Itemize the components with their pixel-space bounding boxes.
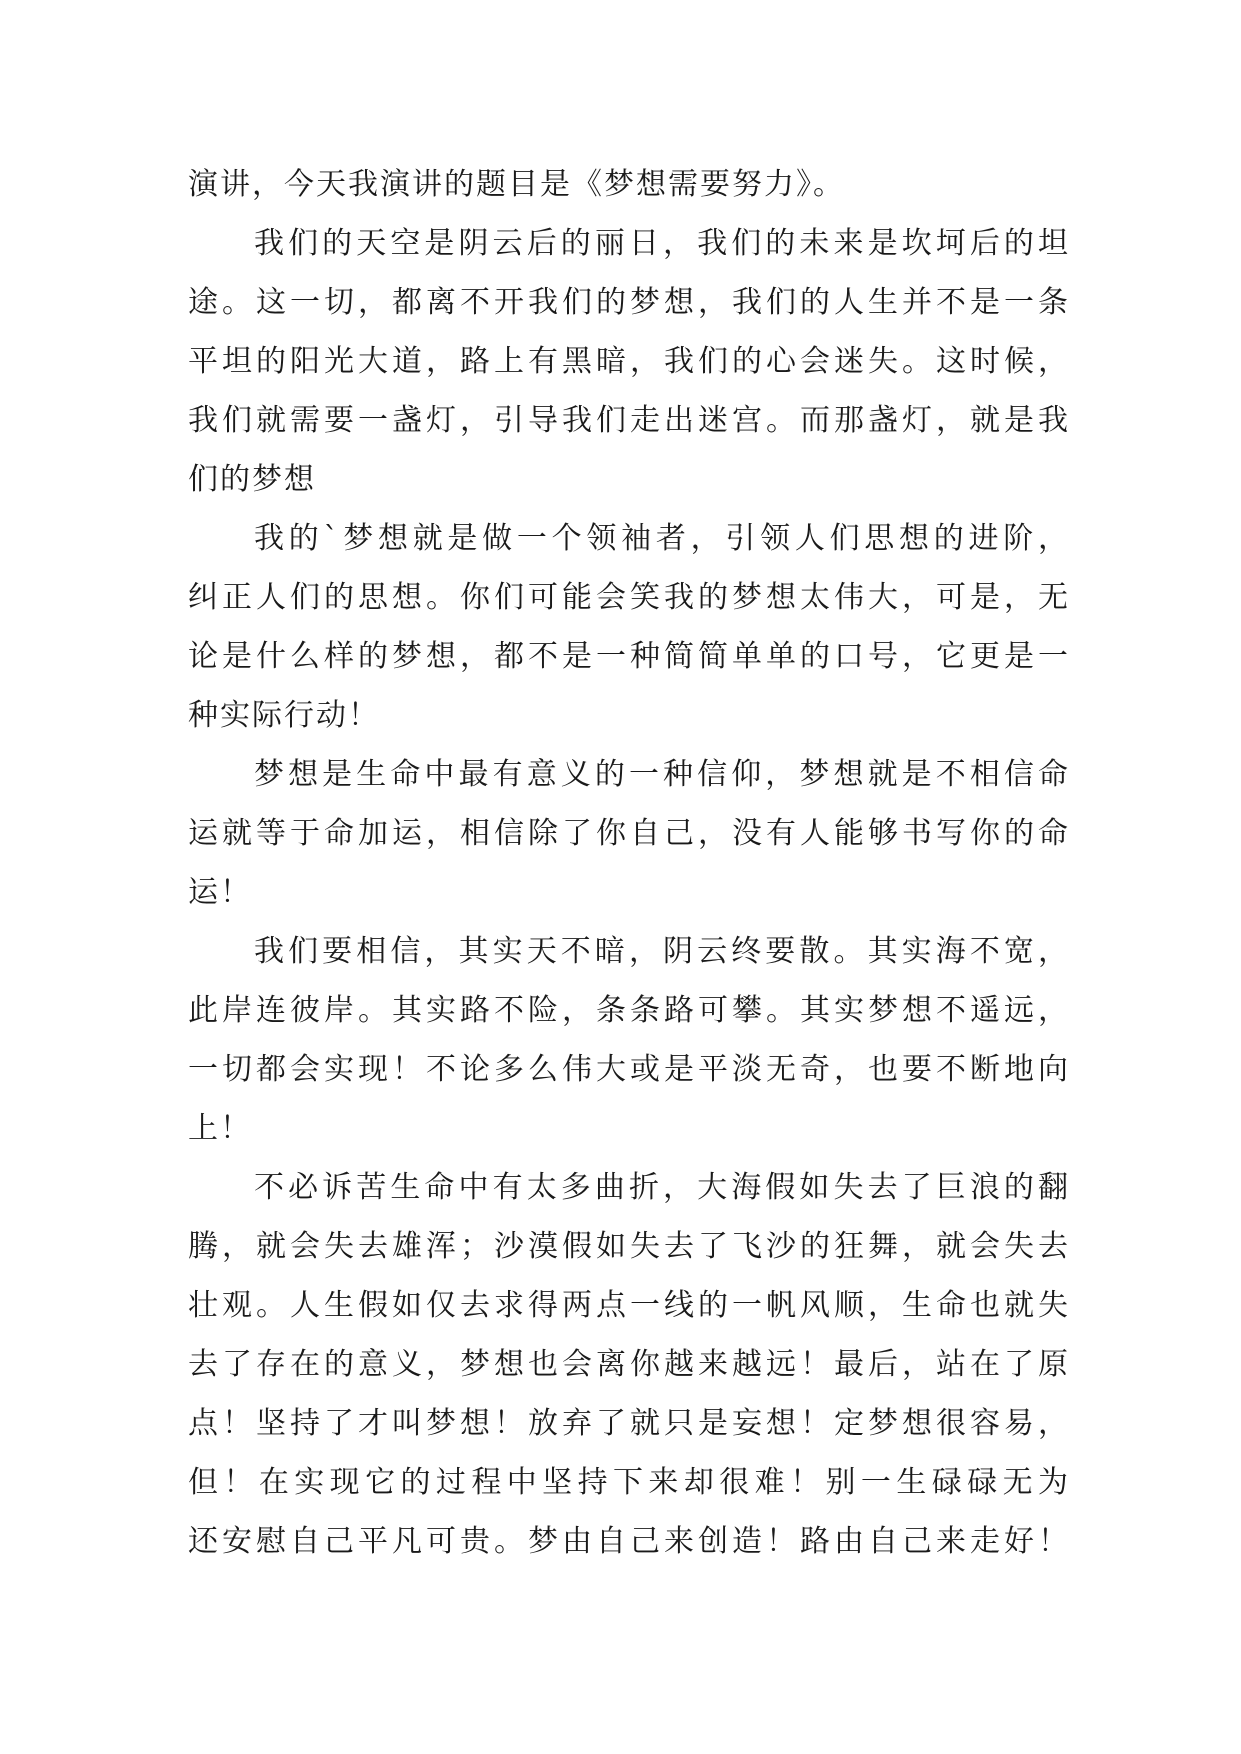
paragraph-first-line: 我们要相信，其实天不暗，阴云终要散。其实海不宽， xyxy=(254,934,1068,969)
paragraph-line: 纠正人们的思想。你们可能会笑我的梦想太伟大，可是，无 xyxy=(188,580,1068,615)
paragraph-line: 壮观。人生假如仅去求得两点一线的一帆风顺，生命也就失 xyxy=(188,1288,1068,1323)
paragraph-line: 但！在实现它的过程中坚持下来却很难！别一生碌碌无为 xyxy=(188,1465,1068,1500)
paragraph-line: 腾，就会失去雄浑；沙漠假如失去了飞沙的狂舞，就会失去 xyxy=(188,1229,1068,1264)
paragraph-line: 去了存在的意义，梦想也会离你越来越远！最后，站在了原 xyxy=(188,1347,1068,1382)
paragraph-last-line: 们的梦想 xyxy=(188,462,316,497)
paragraph-first-line: 我的`梦想就是做一个领袖者，引领人们思想的进阶， xyxy=(254,521,1068,556)
paragraph-line: 平坦的阳光大道，路上有黑暗，我们的心会迷失。这时候， xyxy=(188,344,1068,379)
paragraph-line: 论是什么样的梦想，都不是一种简简单单的口号，它更是一 xyxy=(188,639,1068,674)
paragraph-line: 途。这一切，都离不开我们的梦想，我们的人生并不是一条 xyxy=(188,285,1068,320)
paragraph-line: 运就等于命加运，相信除了你自己，没有人能够书写你的命 xyxy=(188,816,1068,851)
paragraph-line: 我们就需要一盏灯，引导我们走出迷宫。而那盏灯，就是我 xyxy=(188,403,1068,438)
paragraph-last-line: 还安慰自己平凡可贵。梦由自己来创造！路由自己来走好！ xyxy=(188,1524,1068,1559)
paragraph-line: 点！坚持了才叫梦想！放弃了就只是妄想！定梦想很容易， xyxy=(188,1406,1068,1441)
paragraph-first-line: 梦想是生命中最有意义的一种信仰，梦想就是不相信命 xyxy=(254,757,1068,792)
paragraph-line: 此岸连彼岸。其实路不险，条条路可攀。其实梦想不遥远， xyxy=(188,993,1068,1028)
paragraph-first-line: 我们的天空是阴云后的丽日，我们的未来是坎坷后的坦 xyxy=(254,226,1068,261)
paragraph-first-line: 不必诉苦生命中有太多曲折，大海假如失去了巨浪的翻 xyxy=(254,1170,1068,1205)
document-body xyxy=(188,155,1068,1571)
paragraph-last-line: 上！ xyxy=(188,1111,252,1146)
paragraph-line: 一切都会实现！不论多么伟大或是平淡无奇，也要不断地向 xyxy=(188,1052,1068,1087)
paragraph-line: 演讲，今天我演讲的题目是《梦想需要努力》。 xyxy=(188,167,845,202)
paragraph-last-line: 种实际行动！ xyxy=(188,698,380,733)
paragraph-last-line: 运！ xyxy=(188,875,252,910)
